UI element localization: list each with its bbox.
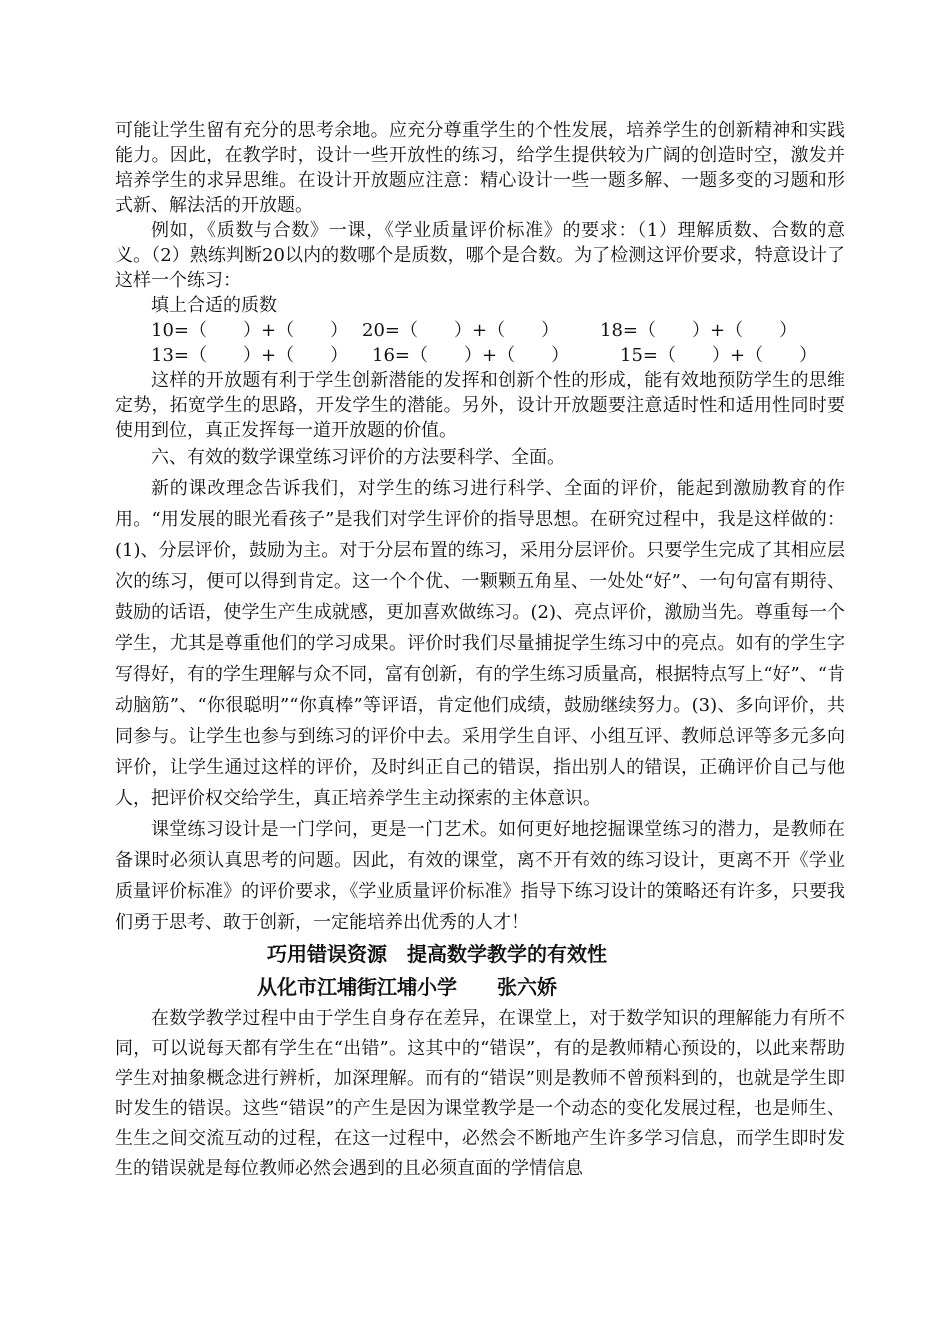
equation-row-2 <box>115 343 845 368</box>
equation: 13=（ ）+（ ） <box>151 345 349 366</box>
exercise-title: 填上合适的质数 <box>151 295 277 316</box>
paragraph-example: 例如，《质数与合数》一课，《学业质量评价标准》的要求：（1）理解质数、合数的意义。（2）熟练判断20以内的数哪个是质数，哪个是合数。为了检测这评价要求，特意设计了这样一个练习： <box>115 220 845 291</box>
paragraph-open-benefit: 这样的开放题有利于学生创新潜能的发挥和创新个性的形成，能有效地预防学生的思维定势，拓宽学生的思路，开发学生的潜能。另外，设计开放题要注意适时性和适用性同时要使用到位，真正发挥每一道开放题的价值。 <box>115 370 845 441</box>
document-page <box>115 118 845 1184</box>
equation: 18=（ ）+（ ） <box>600 320 798 341</box>
article-title: 巧用错误资源 提高数学教学的有效性 <box>267 942 607 966</box>
equation: 15=（ ）+（ ） <box>620 345 818 366</box>
equation: 20=（ ）+（ ） <box>362 320 560 341</box>
equation-row-1 <box>115 318 845 343</box>
paragraph-open-exercise: 可能让学生留有充分的思考余地。应充分尊重学生的个性发展，培养学生的创新精神和实践能力。因此，在教学时，设计一些开放性的练习，给学生提供较为广阔的创造时空，激发并培养学生的求异思维。在设计开放题应注意：精心设计一些一题多解、一题多变的习题和形式新、解法活的开放题。 <box>115 120 845 216</box>
equation: 16=（ ）+（ ） <box>372 345 570 366</box>
section-heading-six: 六、有效的数学课堂练习评价的方法要科学、全面。 <box>151 447 565 468</box>
paragraph-conclusion: 课堂练习设计是一门学问，更是一门艺术。如何更好地挖掘课堂练习的潜力，是教师在备课时必须认真思考的问题。因此，有效的课堂，离不开有效的练习设计，更离不开《学业质量评价标准》的评价要求，《学业质量评价标准》指导下练习设计的策略还有许多，只要我们勇于思考、敢于创新，一定能培养出优秀的人才！ <box>115 819 845 933</box>
paragraph-evaluation: 新的课改理念告诉我们，对学生的练习进行科学、全面的评价，能起到激励教育的作用。“用发展的眼光看孩子”是我们对学生评价的指导思想。在研究过程中，我是这样做的：(1)、分层评价，鼓励为主。对于分层布置的练习，采用分层评价。只要学生完成了其相应层次的练习，便可以得到肯定。这一个个优、一颗颗五角星、一处处“好”、一句句富有期待、鼓励的话语，使学生产生成就感，更加喜欢做练习。(2)、亮点评价，激励当先。尊重每一个学生，尤其是尊重他们的学习成果。评价时我们尽量捕捉学生练习中的亮点。如有的学生字写得好，有的学生理解与众不同，富有创新，有的学生练习质量高，根据特点写上“好”、“肯动脑筋”、“你很聪明”“你真棒”等评语，肯定他们成绩，鼓励继续努力。(3)、多向评价，共同参与。让学生也参与到练习的评价中去。采用学生自评、小组互评、教师总评等多元多向评价，让学生通过这样的评价，及时纠正自己的错误，指出别人的错误，正确评价自己与他人，把评价权交给学生，真正培养学生主动探索的主体意识。 <box>115 478 845 809</box>
article-author: 从化市江埔街江埔小学 张六娇 <box>257 975 557 999</box>
equation: 10=（ ）+（ ） <box>151 320 349 341</box>
paragraph-errors: 在数学教学过程中由于学生自身存在差异，在课堂上，对于数学知识的理解能力有所不同，可以说每天都有学生在“出错”。这其中的“错误”，有的是教师精心预设的，以此来帮助学生对抽象概念进行辨析，加深理解。而有的“错误”则是教师不曾预料到的，也就是学生即时发生的错误。这些“错误”的产生是因为课堂教学是一个动态的变化发展过程，也是师生、生生之间交流互动的过程，在这一过程中，必然会不断地产生许多学习信息，而学生即时发生的错误就是每位教师必然会遇到的且必须直面的学情信息 <box>115 1008 845 1179</box>
